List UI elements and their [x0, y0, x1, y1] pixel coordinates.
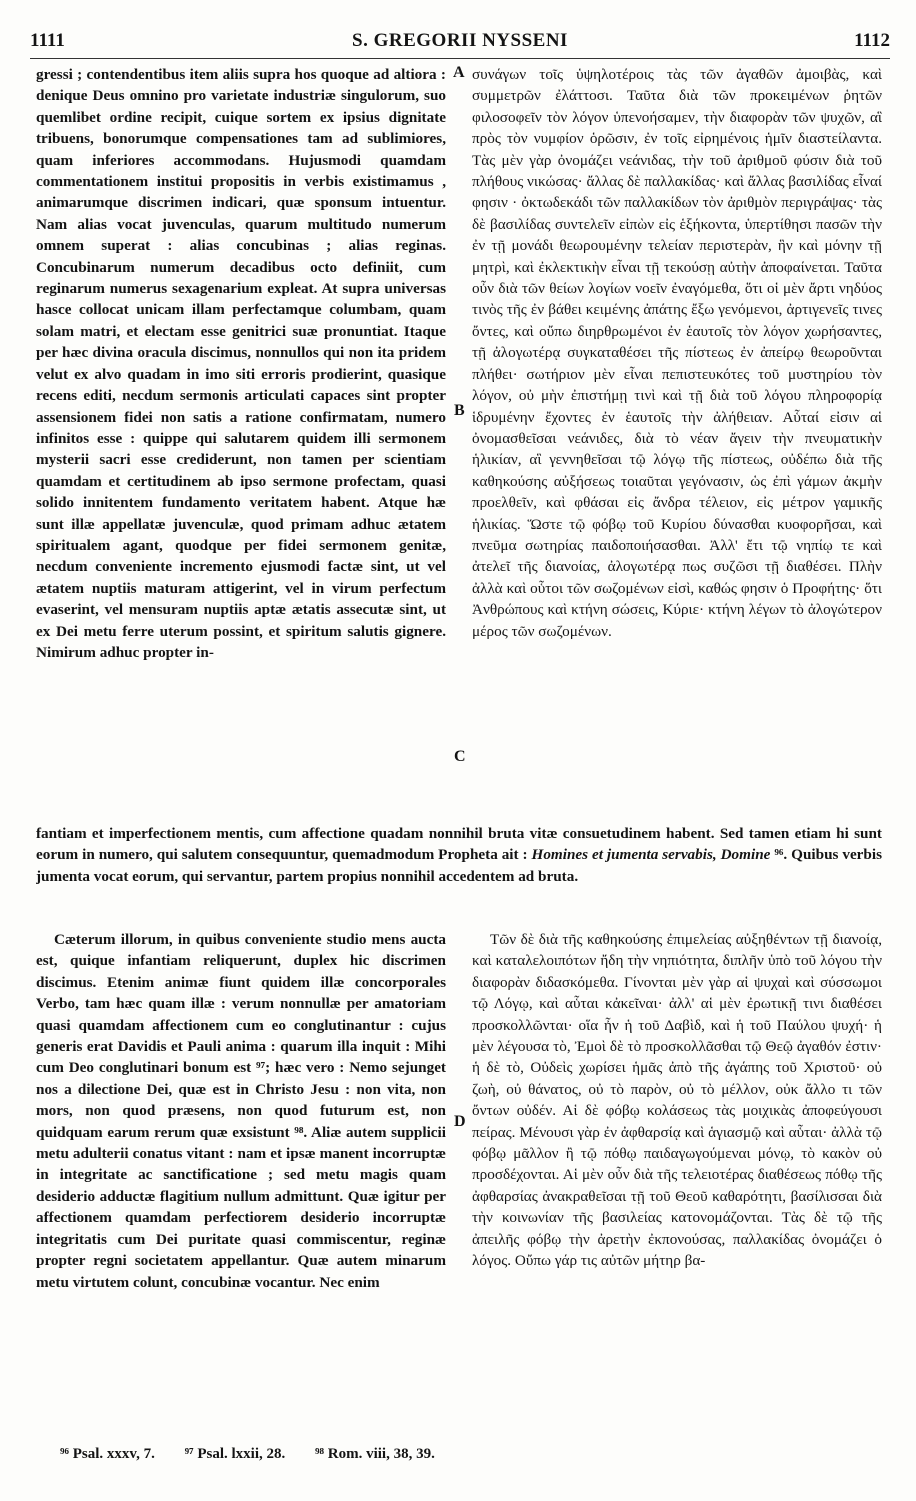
- header-rule: [30, 58, 890, 59]
- footnote: ⁹⁷ Psal. lxxii, 28.: [184, 1446, 286, 1462]
- footnote-ref: ⁹⁶: [770, 846, 784, 864]
- footnote: ⁹⁸ Rom. viii, 38, 39.: [315, 1446, 435, 1462]
- latin-text-before: fantiam et imperfectionem mentis, cum affectione quadam nonnihil bruta vitæ consuetudinem habent. Sed tamen etiam hi sunt eorum in numero, qui salutem consequuntur, quemadmodum Propheta ait :: [36, 825, 882, 864]
- page-header: [30, 30, 890, 60]
- greek-column-bottom: [472, 929, 882, 1414]
- page-number-left: 1111: [30, 30, 65, 51]
- greek-paragraph: συνάγων τοῖς ὑψηλοτέροις τὰς τῶν ἀγαθῶν ἀμοιβὰς, καὶ συμμετρῶν ἐλάττοσι. Ταῦτα διὰ τῶν προκειμένων ῥητῶν φιλοσοφεῖν τὸν λόγον ὑπενοήσαμεν, τὴν διαφορὰν τῶν ψυχῶν, αἳ πρὸς τὸν νυμφίον ὁρῶσιν, ἐν τοῖς εἰρημένοις ἡμῖν διαστείλαντα. Τὰς μὲν γὰρ ὀνομάζει νεάνιδας, τὴν τοῦ ἀριθμοῦ φύσιν διὰ τοῦ πλήθους νικώσας· ἄλλας δὲ παλλακίδας· καὶ ἄλλας βασιλίδας εἶναί φησιν · ὀκτωδεκάδι τῶν παλλακίδων τὸν ἀριθμὸν περιγράψας· τὰς δὲ βασιλίδας συντελεῖν εἰπὼν εἰς ἑξήκοντα, ὑπερτίθησι πασῶν τὴν ἐν τῇ μονάδι θεωρουμένην τελείαν περιστερὰν, ἣν καὶ μόνην τῇ μητρὶ, καὶ ἐκλεκτικὴν εἶναι τῇ τεκούσῃ αὐτὴν ἀποφαίνεται. Ταῦτα οὖν διὰ τῶν θείων λογίων νοεῖν ἐναγόμεθα, ὅτι οἱ μὲν ἄρτι νηδύος τινὸς τῆς ἐν βάθει κειμένης ἀπάτης ἔξω γενόμενοι, ἀρτιγενεῖς τινες ὄντες, καὶ οὔπω διηρθρωμένοι ἐν ἑαυτοῖς τὸν λόγον χωρήσαντες, τῇ ἀλογωτέρᾳ συγκαταθέσει τῆς πίστεως ἐν ἀπείρῳ θεωροῦνται πλήθει· σωτήριον μὲν εἶναι πεπιστευκότες τοῦ μυστηρίου τὸν λόγον, οὐ μὴν ἐπιστήμῃ τινὶ καὶ τῇ διὰ τοῦ λόγου πληροφορίᾳ ἱδρυμένην ἔχοντες ἐν ἑαυτοῖς τὴν ἀλήθειαν. Αὗταί εἰσιν αἱ ὀνομασθεῖσαι νεάνιδες, διὰ τὸ νέαν ἄγειν τὴν πνευματικὴν ἡλικίαν, αἳ γεννηθεῖσαι τῷ λόγῳ τῆς πίστεως, οὐδέπω διὰ τῆς καθηκούσης αὐξήσεως τοιαῦται γεγόνασιν, ὡς ἐπὶ γάμων ἀκμὴν προελθεῖν, καὶ φθάσαι εἰς ἄνδρα τέλειον, εἰς μέτρον γαμικῆς ἡλικίας. Ὥστε τῷ φόβῳ τοῦ Κυρίου δύνασθαι κυοφορῆσαι, καὶ πνεῦμα σωτηρίας παιδοποιήσασθαι. Ἀλλ' ἔτι τῷ νηπίῳ τε καὶ ἀτελεῖ τῆς διανοίας, ἀλογωτέρᾳ πως συζῶσι τῇ διαθέσει. Πλὴν ἀλλὰ καὶ οὗτοι τῶν σωζομένων εἰσὶ, καθώς φησιν ὁ Προφήτης· ὅτι Ἀνθρώπους καὶ κτήνη σώσεις, Κύριε· κτήνη λέγων τὸ ἀλογώτερον μέρος τῶν σωζομένων.: [472, 66, 882, 640]
- latin-column-bottom: [36, 929, 446, 1414]
- greek-paragraph: Τῶν δὲ διὰ τῆς καθηκούσης ἐπιμελείας αὐξηθέντων τῇ διανοίᾳ, καὶ καταλελοιπότων ἤδη τὴν νηπιότητα, διπλῆν ὑπὸ τοῦ λόγου τὴν διαφορὰν διδασκόμεθα. Γίνονται μὲν γὰρ αἱ ψυχαὶ καὶ σύσσωμοι τῷ Λόγῳ, καὶ αὗται κἀκεῖναι· ἀλλ' αἱ μὲν ἐρωτικῇ τινι διαθέσει προσκολλῶνται· οἵα ἦν ἡ τοῦ Δαβὶδ, καὶ ἡ τοῦ Παύλου ψυχή· ἡ μὲν λέγουσα τὸ, Ἐμοὶ δὲ τὸ προσκολλᾶσθαι τῷ Θεῷ ἀγαθόν ἐστιν· ἡ δὲ τὸ, Οὐδεὶς χωρίσει ἡμᾶς ἀπὸ τῆς ἀγάπης τοῦ Χριστοῦ· οὐ ζωὴ, οὐ θάνατος, οὐ τὸ παρὸν, οὐ τὸ μέλλον, οὐκ ἄλλο τι τῶν ὄντων οὐδέν. Αἱ δὲ φόβῳ κολάσεως τὰς μοιχικὰς ἀποφεύγουσι πείρας. Μένουσι γὰρ ἐν ἀφθαρσίᾳ καὶ ἁγιασμῷ καὶ αὗται· ἀλλὰ τῷ φόβῳ μᾶλλον ἢ τῷ πόθῳ παιδαγωγούμεναι μόνῳ, τὸ κακὸν οὐ προσδέχονται. Αἱ μὲν οὖν διὰ τῆς τελειοτέρας διαθέσεως πόθῳ τῆς ἀφθαρσίας ἀνακραθεῖσαι τῇ τοῦ Θεοῦ καθαρότητι, βασίλισσαι διὰ τὴν κοινωνίαν τῆς βασιλείας κατονομάζονται. Τὰς δὲ τῷ τῆς ἀπειλῆς φόβῳ τὴν ἀρετὴν ἐκπονούσας, παλλακίδας ὀνομάζει ὁ λόγος. Οὔπω γάρ τις αὐτῶν μήτηρ βα-: [472, 931, 882, 1270]
- footnotes: [60, 1446, 860, 1463]
- footnote: ⁹⁶ Psal. xxxv, 7.: [60, 1446, 155, 1462]
- latin-column-top: [36, 64, 446, 822]
- margin-marker-c: C: [454, 748, 466, 765]
- page-number-right: 1112: [854, 30, 890, 51]
- latin-paragraph: Cæterum illorum, in quibus conveniente studio mens aucta est, quique infantiam reliquerunt, duplex hic discrimen discimus. Etenim animæ fiunt quidem illæ concorporales Verbo, tam hæc quam illæ : verum nonnullæ per amatoriam quasi quamdam affectionem cum eo conglutinantur : cujus generis erat Davidis et Pauli anima : quarum illa inquit : Mihi cum Deo conglutinari bonum est ⁹⁷; hæc vero : Nemo sejunget nos a dilectione Dei, quæ est in Christo Jesu : non vita, non mors, non quod præsens, non quod futurum est, non quidquam earum rerum quæ exsistunt ⁹⁸. Aliæ autem supplicii metu adulterii conatus vitant : nam et ipsæ manent incorruptæ in integritate ac sanctificatione ; sed metu magis quam desiderio adductæ flagitium nullum admittunt. Quæ igitur per affectionem quamdam perfectiorem desiderio incorruptæ integritatis cum Dei puritate quasi commiscentur, reginæ propter regni societatem appellantur. Quæ autem minarum metu virtutem colunt, concubinæ vocantur. Nec enim: [36, 931, 446, 1291]
- latin-paragraph: gressi ; contendentibus item aliis supra hos quoque ad altiora : denique Deus omnino pro varietate industriæ singulorum, suo quemlibet ordine recipit, cuique sortem ex ipsius dignitate tribuens, bonorumque compensationes tam ad sublimiores, quam inferiores accommodans. Hujusmodi quamdam commentationem institui propositis in verbis existimamus , animarumque discrimen indicari, quæ sponsum intuentur. Nam alias vocat juvenculas, quarum multitudo numerum omnem superat : alias concubinas ; alias reginas. Concubinarum numerum decadibus octo definiit, cum reginarum numerus sexagenarium expleat. At supra universas hasce collocat unicam illam perfectamque columbam, quam solam matri, et electam esse genitrici suæ pronuntiat. Itaque per hæc divina oracula discimus, nonnullos qui non ita pridem velut ex alvo quadam in imo siti erroris prodierint, quasique recens editi, necdum sermonis articulati capaces sint propter assensionem fidei non satis a ratione confirmatam, numero infinitos esse : quippe qui salutarem quidem illi sermonem mysterii sacri esse crediderunt, non tamen per scientiam quamdam et certitudinem ab ipso sermone profectam, quasi solido innitentem fundamento veritatem habent. Atque hæ sunt illæ appellatæ juvenculæ, quod primam adhuc ætatem spiritualem agant, quodque per fidei sermonem genitæ, necdum conveniente incremento ejusmodi factæ sint, ut vel ætatem nuptiis maturam attigerint, vel in virum perfectum evaserint, vel mensuram nuptiis aptæ ætatis assecutæ sint, ut ex Dei metu ferre uterum possint, et spiritum salutis gignere. Nimirum adhuc propter in-: [36, 66, 446, 661]
- scripture-citation: Homines et jumenta servabis, Domine: [531, 846, 771, 864]
- margin-marker-d: D: [454, 1113, 466, 1130]
- running-title: S. GREGORII NYSSENI: [352, 30, 568, 51]
- margin-marker-a: A: [453, 64, 465, 81]
- latin-full-width-passage: [36, 823, 882, 923]
- margin-marker-b: B: [454, 402, 465, 419]
- latin-text-after: . Quibus verbis jumenta vocat eorum, qui servantur, partem propius nonnihil accedentem ad bruta.: [36, 846, 882, 885]
- greek-column-top: [472, 64, 882, 822]
